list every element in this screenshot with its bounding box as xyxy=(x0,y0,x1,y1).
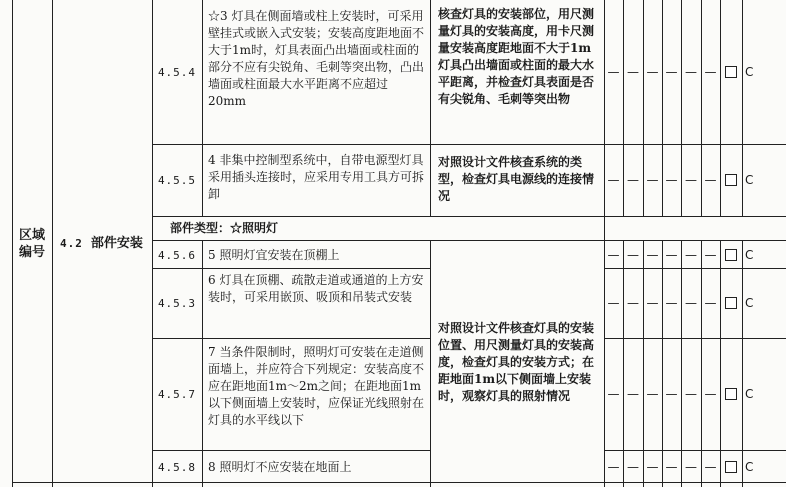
check-mark: — xyxy=(685,386,697,401)
checkbox-square[interactable] xyxy=(725,249,737,261)
grid-line xyxy=(152,240,786,241)
checkbox-square[interactable] xyxy=(725,174,737,186)
check-mark: — xyxy=(627,295,639,310)
check-mark: — xyxy=(627,172,639,187)
check-mark: — xyxy=(665,247,678,262)
check-mark: — xyxy=(646,247,659,262)
row-requirement: 7 当条件限制时，照明灯可安装在走道侧面墙上，并应符合下列规定：安装高度不应在距地面1m～2m之间；在距地面1m以下侧面墙上安装时，应保证光线照射在灯具的水平线以下 xyxy=(208,345,425,427)
grade-label: C xyxy=(745,295,754,310)
grid-line xyxy=(604,0,605,487)
check-mark: — xyxy=(627,459,639,474)
row-method: 核查灯具的安装部位，用尺测量灯具的安装高度，用卡尺测量安装高度距地面不大于1m灯具凸出墙面或柱面的最大水平距离，并检查灯具表面是否有尖锐角、毛刺等突出物 xyxy=(438,7,595,106)
row-code: 4.5.5 xyxy=(157,173,197,187)
check-mark: — xyxy=(646,295,659,310)
check-mark: — xyxy=(704,172,717,187)
checkbox-square[interactable] xyxy=(725,388,737,400)
check-mark: — xyxy=(607,386,620,401)
component-type: 部件类型：☆照明灯 xyxy=(170,220,279,235)
checkbox[interactable] xyxy=(720,452,742,482)
check-mark: — xyxy=(646,172,659,187)
checkbox[interactable] xyxy=(720,0,742,144)
check-mark: — xyxy=(704,386,717,401)
row-code: 4.5.8 xyxy=(157,460,197,474)
check-mark: — xyxy=(665,295,678,310)
section-title: 部件安装 xyxy=(90,236,143,251)
check-mark: — xyxy=(607,247,620,262)
checkbox[interactable] xyxy=(720,268,742,338)
row-requirement: 6 灯具在顶棚、疏散走道或通道的上方安装时，可采用嵌顶、吸顶和吊装式安装 xyxy=(208,273,424,304)
check-mark: — xyxy=(685,459,697,474)
check-mark: — xyxy=(685,295,697,310)
grid-line xyxy=(152,0,153,487)
check-mark: — xyxy=(607,64,620,79)
check-mark: — xyxy=(685,64,697,79)
check-mark: — xyxy=(646,386,659,401)
row-requirement: 5 照明灯宜安装在顶棚上 xyxy=(208,247,340,262)
check-mark: — xyxy=(685,247,697,262)
check-mark: — xyxy=(627,386,639,401)
grid-line xyxy=(430,240,431,487)
row-requirement: 8 照明灯不应安装在地面上 xyxy=(208,459,352,474)
section-label xyxy=(52,0,152,487)
row-code: 4.5.6 xyxy=(157,248,197,262)
row-requirement: 4 非集中控制型系统中，自带电源型灯具采用插头连接时，应采用专用工具方可拆卸 xyxy=(208,153,425,201)
checkbox-square[interactable] xyxy=(725,66,737,78)
row-method: 对照设计文件核查系统的类型，检查灯具电源线的连接情况 xyxy=(438,155,595,203)
row-code: 4.5.4 xyxy=(157,65,197,79)
check-mark: — xyxy=(627,247,639,262)
grid-line xyxy=(152,338,430,339)
checkbox[interactable] xyxy=(720,338,742,450)
grade-label: C xyxy=(745,386,754,401)
grid-line xyxy=(52,0,53,487)
check-mark: — xyxy=(607,172,620,187)
grade-label: C xyxy=(745,459,754,474)
check-mark: — xyxy=(704,295,717,310)
row-requirement: ☆3 灯具在侧面墙或柱上安装时，可采用壁挂式或嵌入式安装；安装高度距地面不大于1m时，灯具表面凸出墙面或柱面的部分不应有尖锐角、毛刺等突出物，凸出墙面或柱面最大水平距离不应超过20mm xyxy=(208,9,425,108)
grid-line xyxy=(430,0,431,216)
check-mark: — xyxy=(646,459,659,474)
grid-line xyxy=(152,216,786,217)
checkbox[interactable] xyxy=(720,144,742,216)
grade-label: C xyxy=(745,172,754,187)
check-mark: — xyxy=(685,172,697,187)
grade-label: C xyxy=(745,64,754,79)
check-mark: — xyxy=(704,459,717,474)
region-label xyxy=(12,0,52,487)
region-text: 区域编号 xyxy=(18,227,45,260)
row-code: 4.5.3 xyxy=(157,296,197,310)
grid-line xyxy=(202,0,203,216)
check-mark: — xyxy=(607,295,620,310)
check-mark: — xyxy=(704,247,717,262)
checkbox-square[interactable] xyxy=(725,461,737,473)
row-code: 4.5.7 xyxy=(157,387,197,401)
section-number: 4.2 xyxy=(60,237,83,250)
checkbox[interactable] xyxy=(720,242,742,268)
grid-line xyxy=(152,450,430,451)
check-mark: — xyxy=(665,386,678,401)
grade-label: C xyxy=(745,247,754,262)
grid-line xyxy=(152,144,786,145)
check-mark: — xyxy=(665,64,678,79)
grid-line xyxy=(12,482,786,483)
check-mark: — xyxy=(607,459,620,474)
check-mark: — xyxy=(704,64,717,79)
grid-line xyxy=(152,268,430,269)
merged-method: 对照设计文件核查灯具的安装位置、用尺测量灯具的安装高度，检查灯具的安装方式；在距地面1m以下侧面墙上安装时，观察灯具的照射情况 xyxy=(438,320,595,403)
grid-line xyxy=(12,0,13,487)
check-mark: — xyxy=(646,64,659,79)
check-mark: — xyxy=(627,64,639,79)
check-mark: — xyxy=(665,459,678,474)
check-mark: — xyxy=(665,172,678,187)
grid-line xyxy=(604,450,786,451)
grid-line xyxy=(604,338,786,339)
grid-line xyxy=(742,0,743,216)
checkbox-square[interactable] xyxy=(725,297,737,309)
grid-line xyxy=(604,268,786,269)
